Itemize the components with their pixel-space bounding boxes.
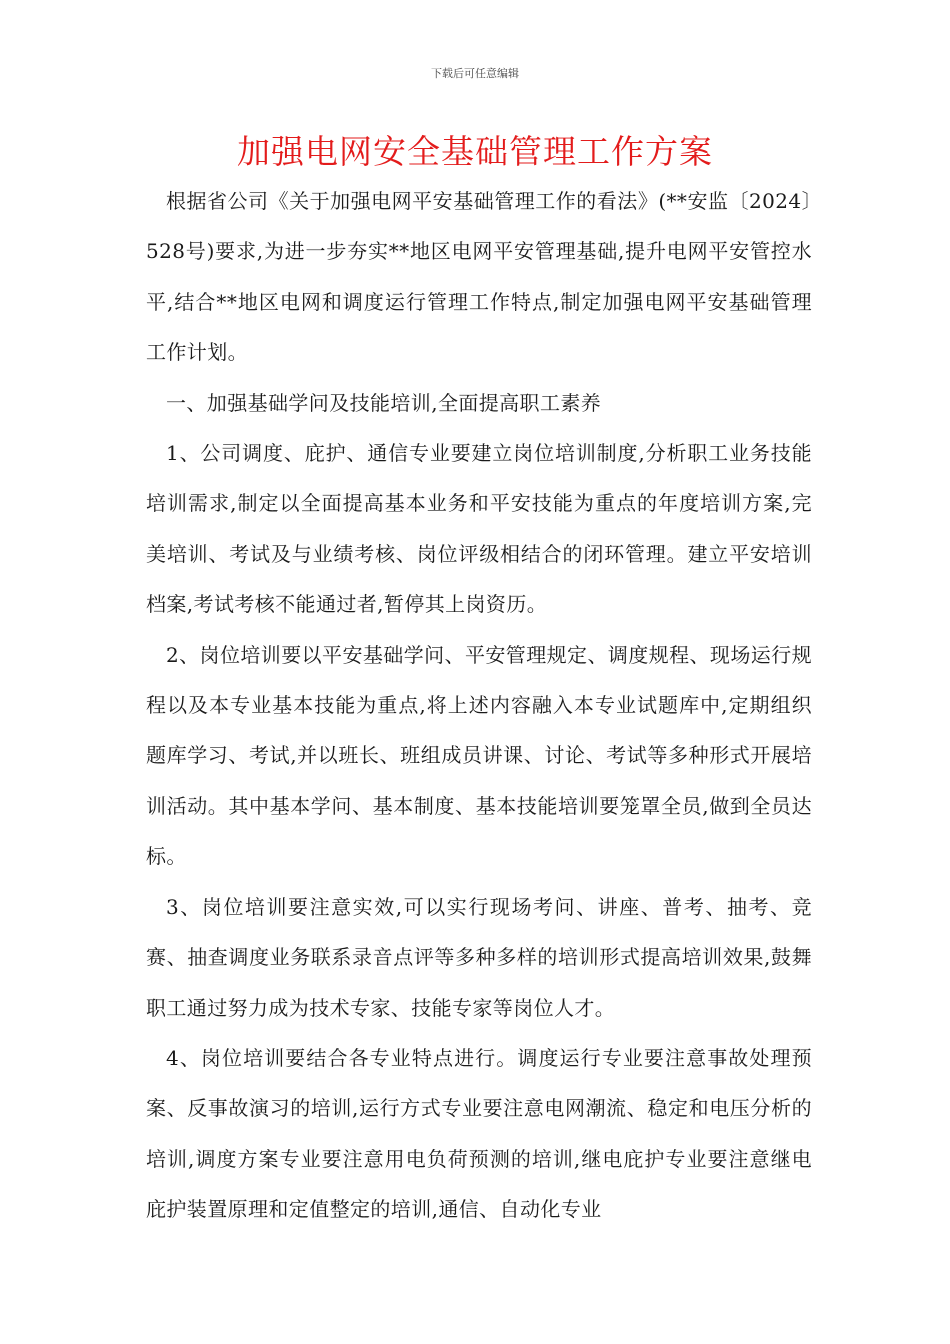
list-item-4: 4、岗位培训要结合各专业特点进行。调度运行专业要注意事故处理预案、反事故演习的培训,运行方式专业要注意电网潮流、稳定和电压分析的培训,调度方案专业要注意用电负荷预测的培训,继电庇护专业要注意继电庇护装置原理和定值整定的培训,通信、自动化专业 (146, 1045, 812, 1222)
section-heading-1: 一、加强基础学问及技能培训,全面提高职工素养 (166, 390, 602, 415)
list-item-1: 1、公司调度、庇护、通信专业要建立岗位培训制度,分析职工业务技能培训需求,制定以全面提高基本业务和平安技能为重点的年度培训方案,完美培训、考试及与业绩考核、岗位评级相结合的闭环管理。建立平安培训档案,考试考核不能通过者,暂停其上岗资历。 (146, 441, 812, 617)
list-item-3: 3、岗位培训要注意实效,可以实行现场考问、讲座、普考、抽考、竞赛、抽查调度业务联系录音点评等多种多样的培训形式提高培训效果,鼓舞职工通过努力成为技术专家、技能专家等岗位人才。 (146, 894, 812, 1020)
document-title: 加强电网安全基础管理工作方案 (237, 132, 713, 171)
page-header-note: 下载后可任意编辑 (431, 67, 519, 80)
list-item-2: 2、岗位培训要以平安基础学问、平安管理规定、调度规程、现场运行规程以及本专业基本技能为重点,将上述内容融入本专业试题库中,定期组织题库学习、考试,并以班长、班组成员讲课、讨论、考试等多种形式开展培训活动。其中基本学问、基本制度、基本技能培训要笼罩全员,做到全员达标。 (146, 642, 812, 869)
intro-paragraph: 根据省公司《关于加强电网平安基础管理工作的看法》(**安监〔2024〕528号)要求,为进一步夯实**地区电网平安管理基础,提升电网平安管控水平,结合**地区电网和调度运行管理工作特点,制定加强电网平安基础管理工作计划。 (146, 189, 812, 365)
document-body (146, 176, 812, 1235)
